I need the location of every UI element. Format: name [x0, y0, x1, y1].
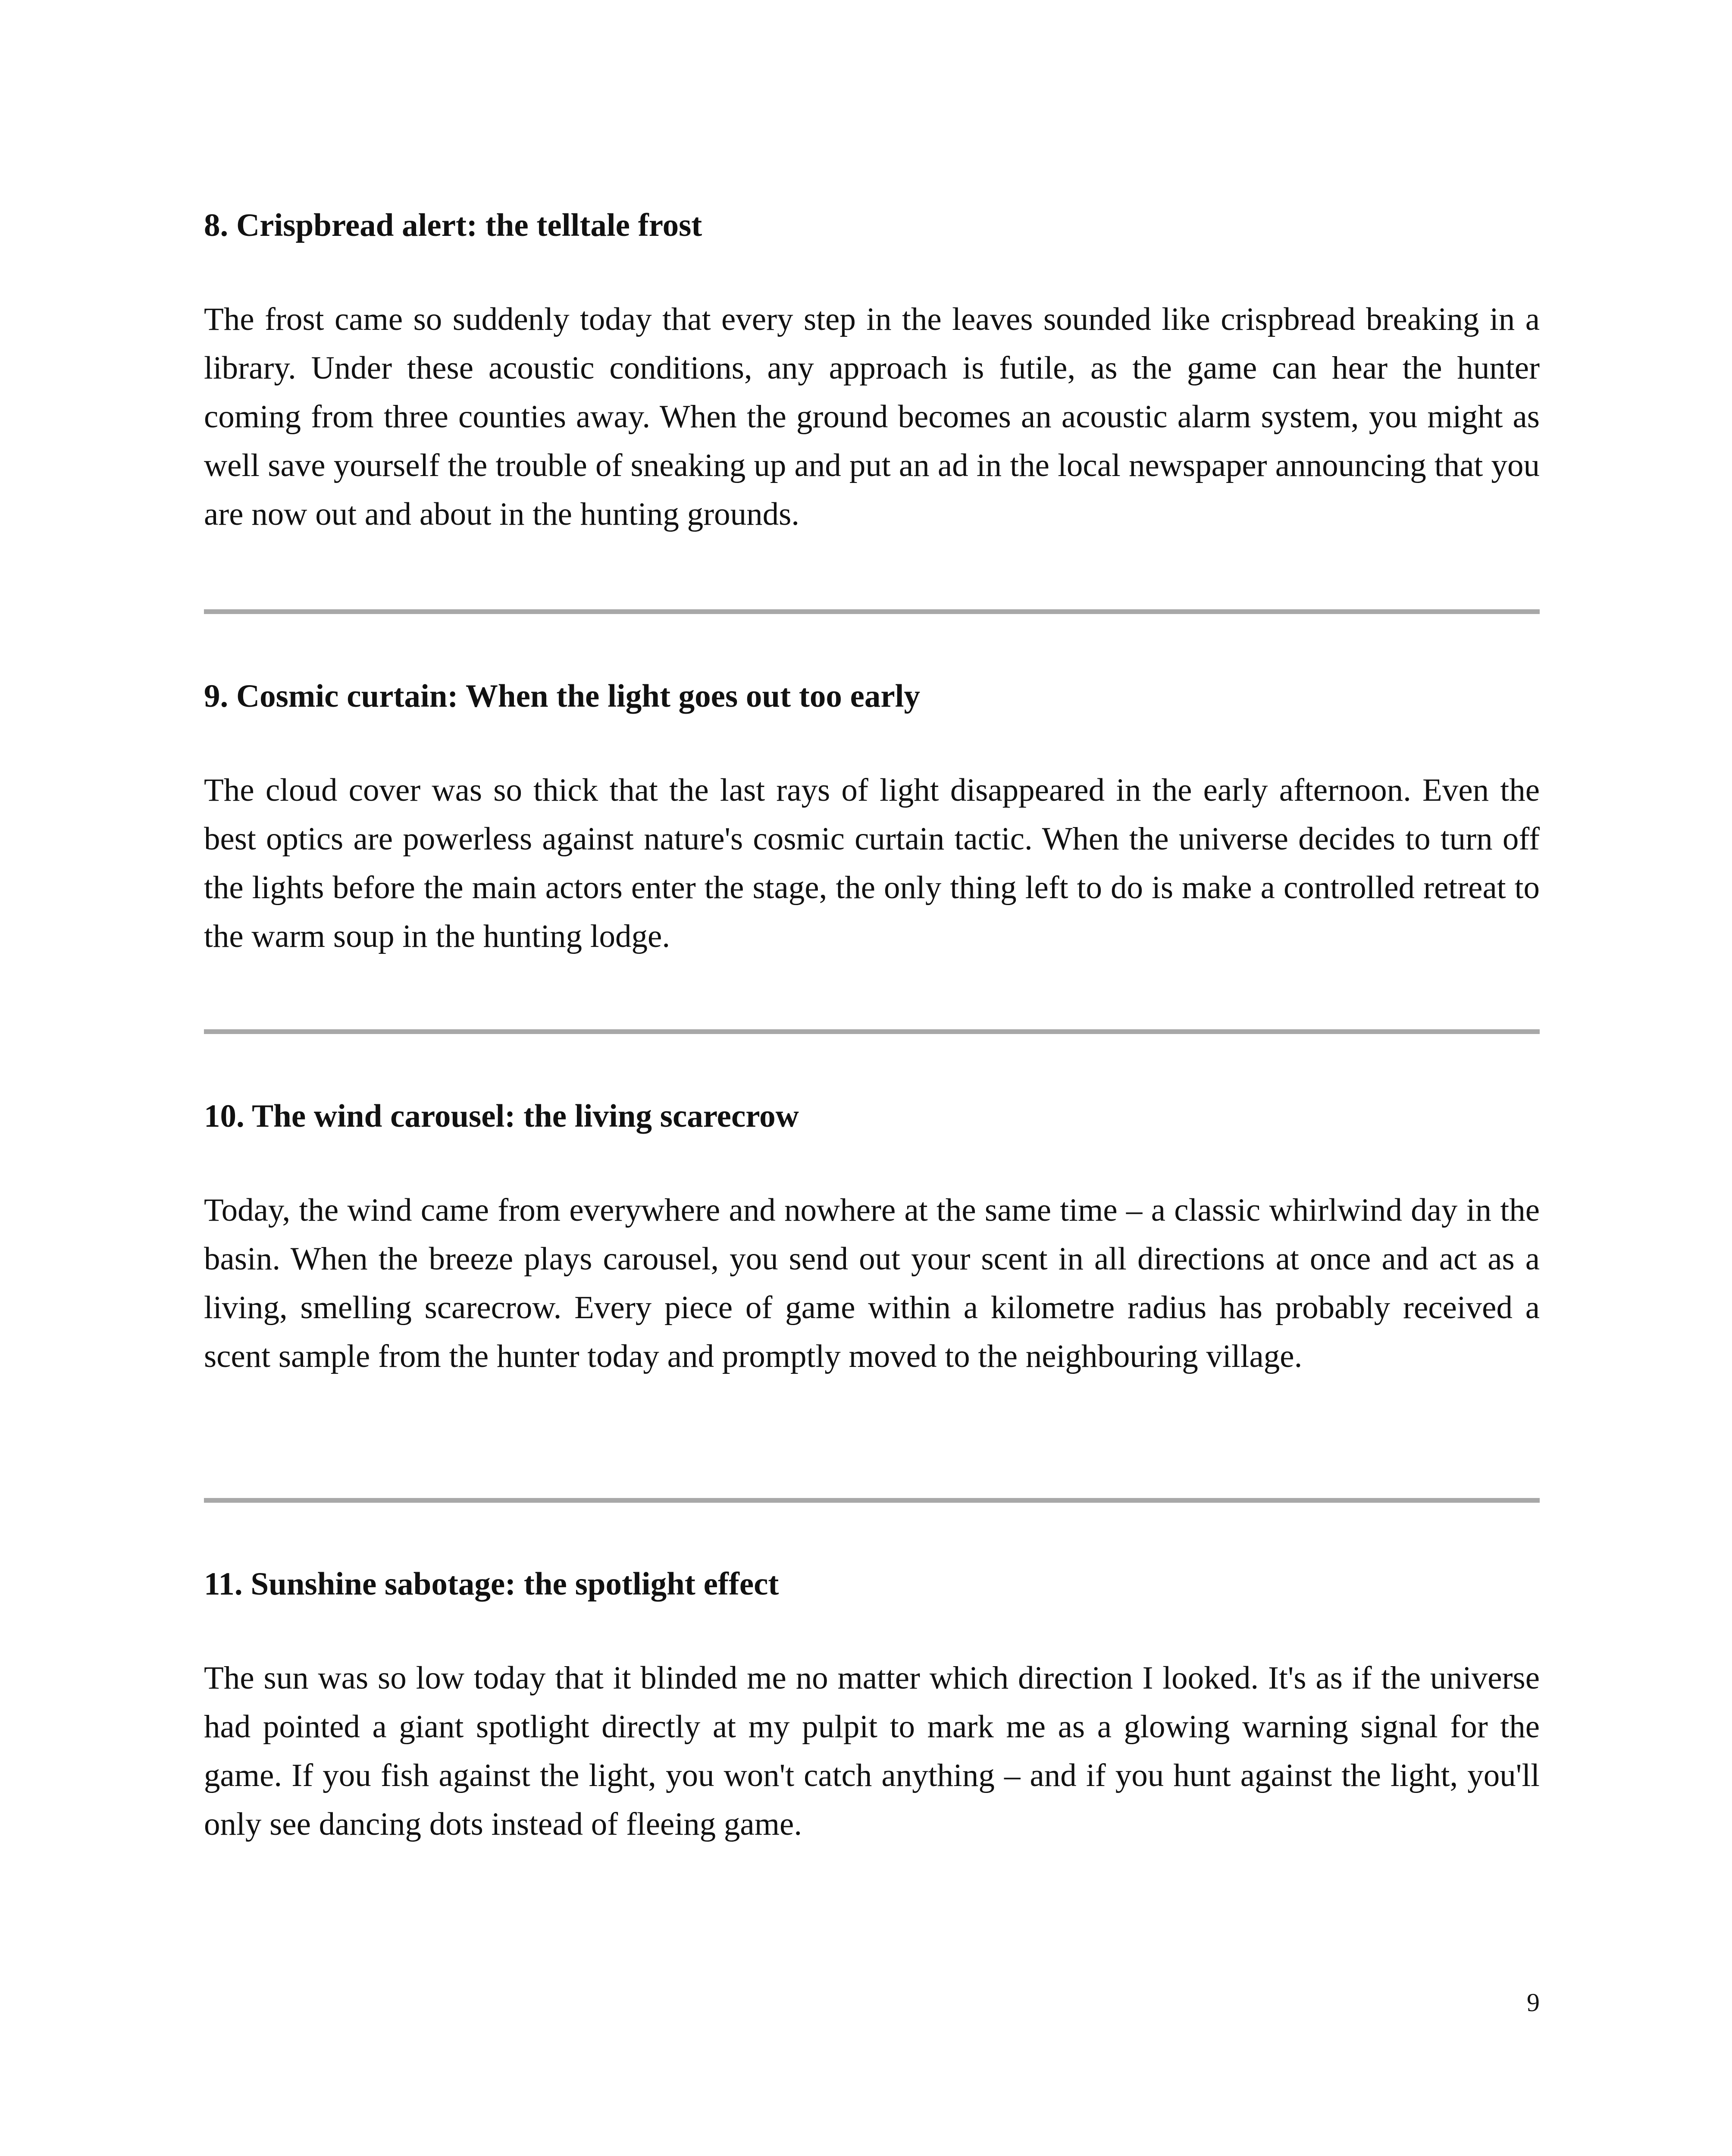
section-heading: 9. Cosmic curtain: When the light goes out too early [204, 678, 920, 714]
section-11 [204, 1565, 1540, 1849]
section-divider [204, 1498, 1540, 1503]
section-heading: 11. Sunshine sabotage: the spotlight effect [204, 1566, 779, 1602]
section-9 [204, 677, 1540, 961]
section-8 [204, 206, 1540, 539]
page-number: 9 [1527, 1988, 1540, 2017]
section-body: The sun was so low today that it blinded me no matter which direction I looked. It's as if the universe had pointed a giant spotlight directly at my pulpit to mark me as a glowing warning signal for the game. If you fish against the light, you won't catch anything – and if you hunt against the light, you'll only see dancing dots instead of fleeing game. [204, 1660, 1540, 1842]
section-body: Today, the wind came from everywhere and nowhere at the same time – a classic whirlwind day in the basin. When the breeze plays carousel, you send out your scent in all directions at once and act as a living, smelling scarecrow. Every piece of game within a kilometre radius has probably received a scent sample from the hunter today and promptly moved to the neighbouring village. [204, 1192, 1540, 1374]
section-10 [204, 1097, 1540, 1381]
section-body: The frost came so suddenly today that every step in the leaves sounded like crispbread breaking in a library. Under these acoustic conditions, any approach is futile, as the game can hear the hunter coming from three counties away. When the ground becomes an acoustic alarm system, you might as well save yourself the trouble of sneaking up and put an ad in the local newspaper announcing that you are now out and about in the hunting grounds. [204, 301, 1540, 532]
section-divider [204, 1029, 1540, 1034]
section-heading: 10. The wind carousel: the living scarecrow [204, 1098, 799, 1134]
section-heading: 8. Crispbread alert: the telltale frost [204, 207, 702, 243]
section-body: The cloud cover was so thick that the last rays of light disappeared in the early afternoon. Even the best optics are powerless against nature's cosmic curtain tactic. When the universe decides to turn off the lights before the main actors enter the stage, the only thing left to do is make a controlled retreat to the warm soup in the hunting lodge. [204, 772, 1540, 954]
section-divider [204, 609, 1540, 614]
